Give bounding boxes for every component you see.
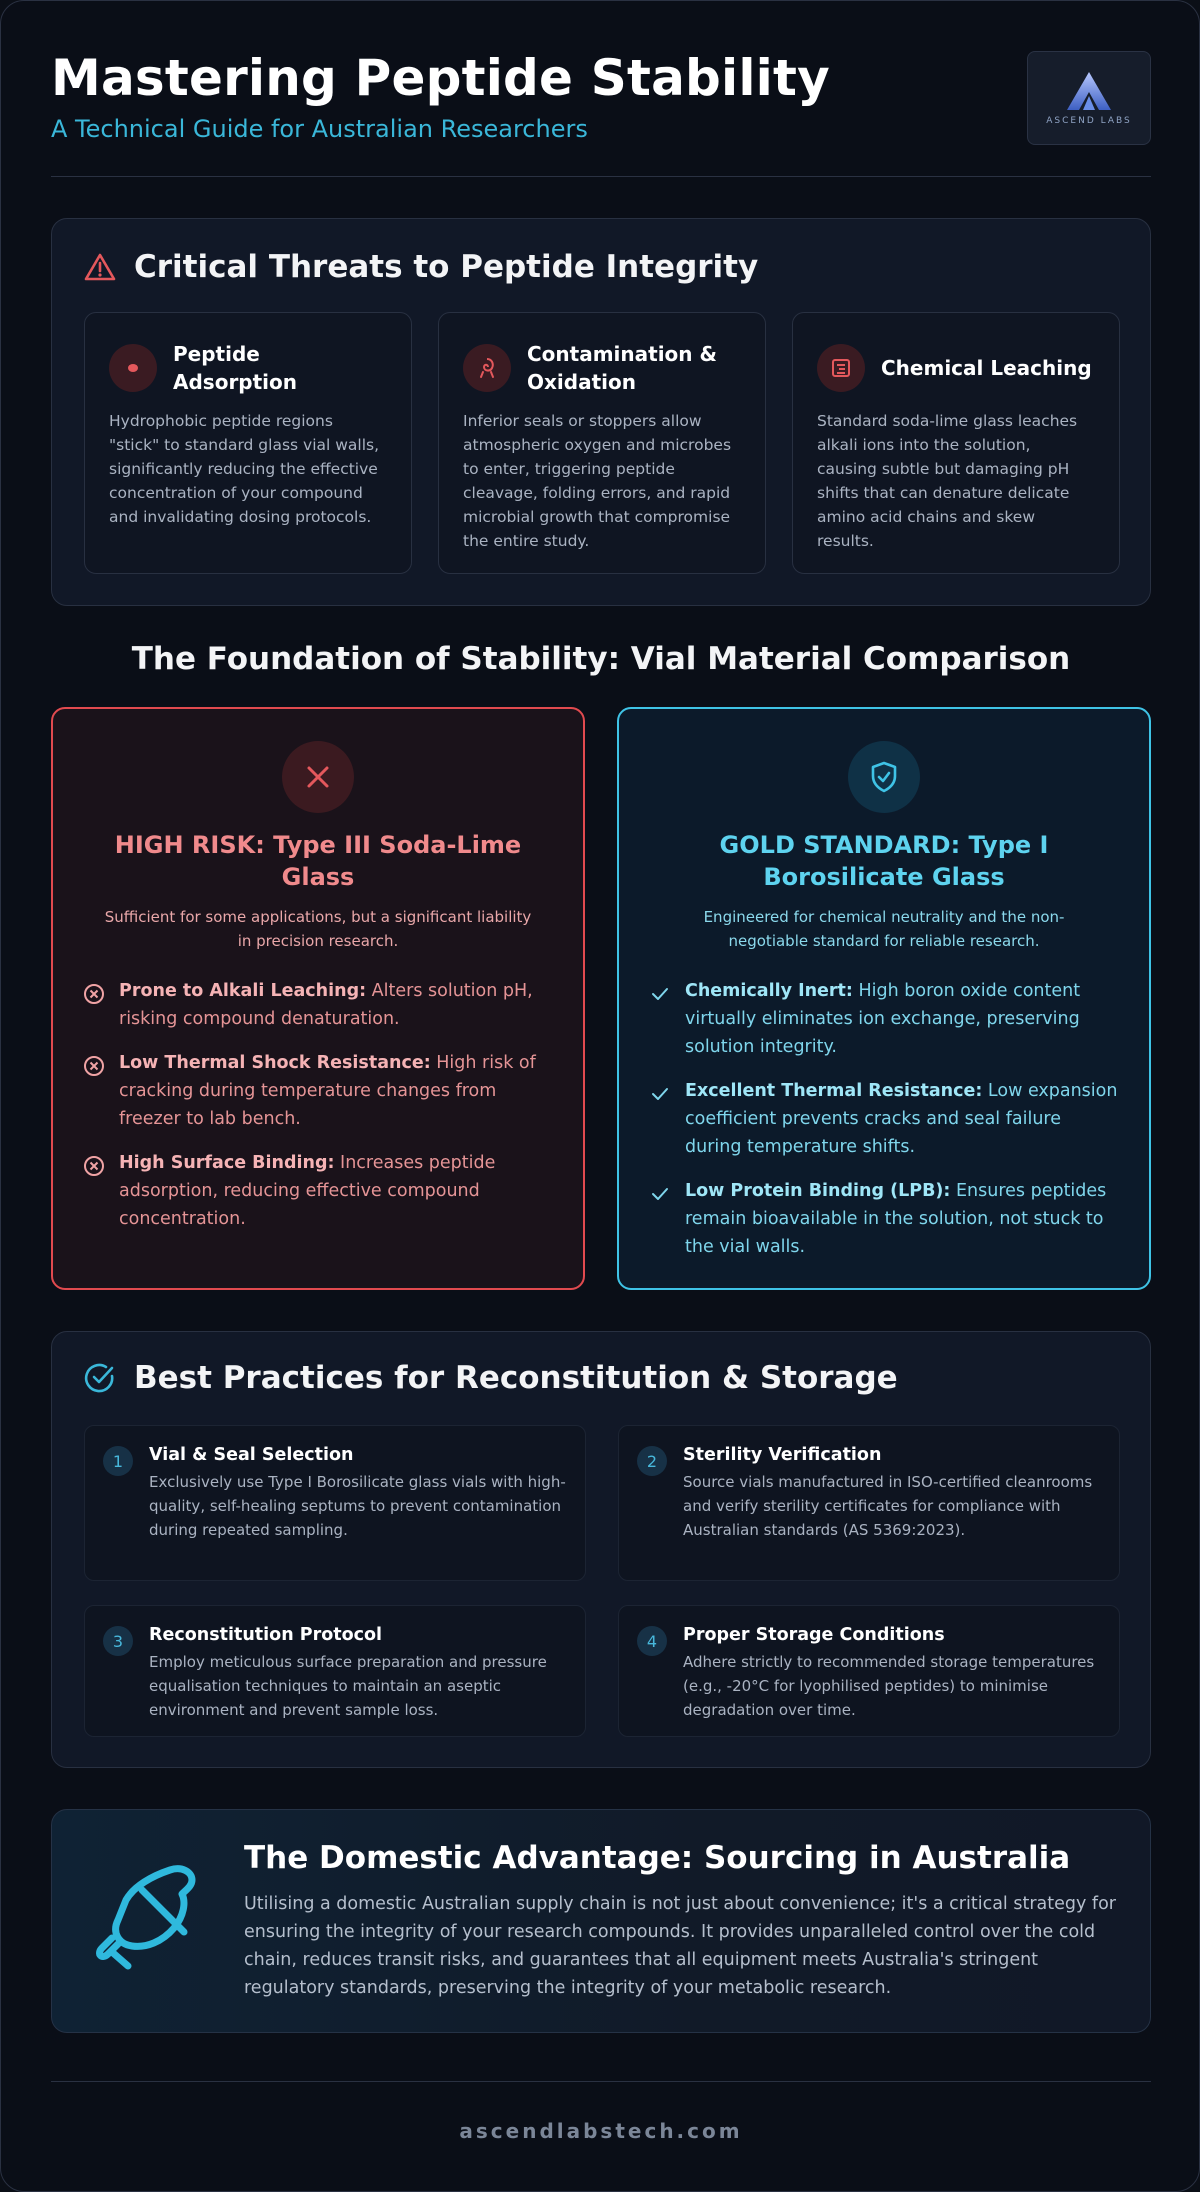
threats-heading: Critical Threats to Peptide Integrity: [134, 249, 759, 285]
check-circle-icon: [84, 1362, 116, 1394]
check-icon: [649, 1177, 673, 1261]
check-icon: [649, 1077, 673, 1161]
gold-item: [649, 1177, 1119, 1261]
risk-item-text: Increases peptide adsorption, reducing effective compound concentration.: [119, 1153, 496, 1229]
step-number: 4: [637, 1626, 667, 1656]
risk-item-text: Alters solution pH, risking compound denaturation.: [119, 981, 533, 1029]
risk-item: [83, 977, 553, 1033]
page-title: Mastering Peptide Stability: [51, 49, 830, 107]
logo-a-icon: [1065, 70, 1113, 112]
step-number: 3: [103, 1626, 133, 1656]
gold-item-bold: Chemically Inert:: [685, 981, 853, 1001]
gold-list: [649, 977, 1119, 1261]
logo-text: ASCEND LABS: [1046, 116, 1132, 126]
risk-title: HIGH RISK: Type III Soda-Lime Glass: [114, 831, 522, 891]
brand-logo: [1027, 51, 1151, 145]
practice-card: [618, 1605, 1120, 1737]
threats-panel: [51, 218, 1151, 606]
domestic-text: Utilising a domestic Australian supply chain is not just about convenience; it's a critical strategy for ensuring the integrity of your research compounds. It provides unparalleled control over the cold chain, reduces transit risks, and guarantees that all equipment meets Australia's stringent regulatory standards, preserving the integrity of your metabolic research.: [244, 1894, 1116, 1998]
risk-card: [51, 707, 585, 1290]
footer-divider: [51, 2081, 1151, 2082]
practice-title: Proper Storage Conditions: [683, 1625, 945, 1645]
threat-card-adsorption: [84, 312, 412, 574]
shield-check-icon: [848, 741, 920, 813]
practice-desc: Adhere strictly to recommended storage temperatures (e.g., -20°C for lyophilised peptides) to minimise degradation over time.: [683, 1653, 1095, 1719]
risk-item-bold: High Surface Binding:: [119, 1153, 335, 1173]
practice-desc: Source vials manufactured in ISO-certified cleanrooms and verify sterility certificates for compliance with Australian standards (AS 5369:2023).: [683, 1473, 1093, 1539]
gold-item-text: Low expansion coefficient prevents cracks and seal failure during temperature shifts.: [685, 1081, 1118, 1157]
domestic-title: The Domestic Advantage: Sourcing in Australia: [244, 1840, 1071, 1876]
page-subtitle: A Technical Guide for Australian Researchers: [51, 115, 588, 143]
x-mark-icon: [282, 741, 354, 813]
practice-title: Sterility Verification: [683, 1445, 882, 1465]
risk-item: [83, 1149, 553, 1233]
gold-card: [617, 707, 1151, 1290]
threat-card-leaching: [792, 312, 1120, 574]
risk-subtitle: Sufficient for some applications, but a significant liability in precision research.: [104, 908, 532, 950]
droplet-icon: [109, 344, 157, 392]
risk-item-bold: Prone to Alkali Leaching:: [119, 981, 367, 1001]
gold-item-text: High boron oxide content virtually eliminates ion exchange, preserving solution integrity.: [685, 981, 1081, 1057]
threat-desc: Hydrophobic peptide regions "stick" to standard glass vial walls, significantly reducing the effective concentration of your compound and invalidating dosing protocols.: [109, 412, 380, 526]
threat-desc: Standard soda-lime glass leaches alkali ions into the solution, causing subtle but damaging pH shifts that can denature delicate amino acid chains and skew results.: [817, 412, 1078, 550]
microbe-icon: [463, 344, 511, 392]
threat-title: Chemical Leaching: [881, 356, 1092, 380]
comparison-heading: The Foundation of Stability: Vial Material Comparison: [131, 641, 1071, 677]
practice-desc: Exclusively use Type I Borosilicate glass vials with high-quality, self-healing septums to prevent contamination during repeated sampling.: [149, 1473, 566, 1539]
practices-panel: [51, 1331, 1151, 1768]
practice-card: [84, 1605, 586, 1737]
practice-card: [618, 1425, 1120, 1581]
practices-heading: Best Practices for Reconstitution & Storage: [134, 1360, 898, 1396]
gold-item: [649, 1077, 1119, 1161]
threat-title: Contamination & Oxidation: [527, 342, 717, 394]
practice-title: Vial & Seal Selection: [149, 1445, 354, 1465]
check-icon: [649, 977, 673, 1061]
risk-item-text: High risk of cracking during temperature changes from freezer to lab bench.: [119, 1053, 536, 1129]
gold-item: [649, 977, 1119, 1061]
threat-title: Peptide Adsorption: [173, 342, 298, 394]
gold-item-bold: Low Protein Binding (LPB):: [685, 1181, 951, 1201]
risk-list: [83, 977, 553, 1233]
step-number: 2: [637, 1446, 667, 1476]
threat-card-contamination: [438, 312, 766, 574]
x-circle-icon: [83, 1149, 107, 1233]
gold-title: GOLD STANDARD: Type I Borosilicate Glass: [719, 831, 1049, 891]
risk-item-bold: Low Thermal Shock Resistance:: [119, 1053, 431, 1073]
x-circle-icon: [83, 977, 107, 1033]
gold-item-text: Ensures peptides remain bioavailable in the solution, not stuck to the vial walls.: [685, 1181, 1107, 1257]
practice-card: [84, 1425, 586, 1581]
domestic-panel: [51, 1809, 1151, 2033]
flask-icon: [817, 344, 865, 392]
warning-triangle-icon: [84, 252, 116, 282]
step-number: 1: [103, 1446, 133, 1476]
header: [51, 49, 1151, 177]
threat-desc: Inferior seals or stoppers allow atmospheric oxygen and microbes to enter, triggering peptide cleavage, folding errors, and rapid microbial growth that compromise the entire study.: [463, 412, 732, 550]
gold-item-bold: Excellent Thermal Resistance:: [685, 1081, 983, 1101]
practice-desc: Employ meticulous surface preparation and pressure equalisation techniques to maintain an aseptic environment and prevent sample loss.: [149, 1653, 547, 1719]
gold-subtitle: Engineered for chemical neutrality and the non-negotiable standard for reliable research.: [703, 908, 1065, 950]
risk-item: [83, 1049, 553, 1133]
practice-title: Reconstitution Protocol: [149, 1625, 383, 1645]
x-circle-icon: [83, 1049, 107, 1133]
no-plane-icon: [88, 1860, 204, 1976]
footer-website[interactable]: ascendlabstech.com: [459, 2119, 743, 2143]
